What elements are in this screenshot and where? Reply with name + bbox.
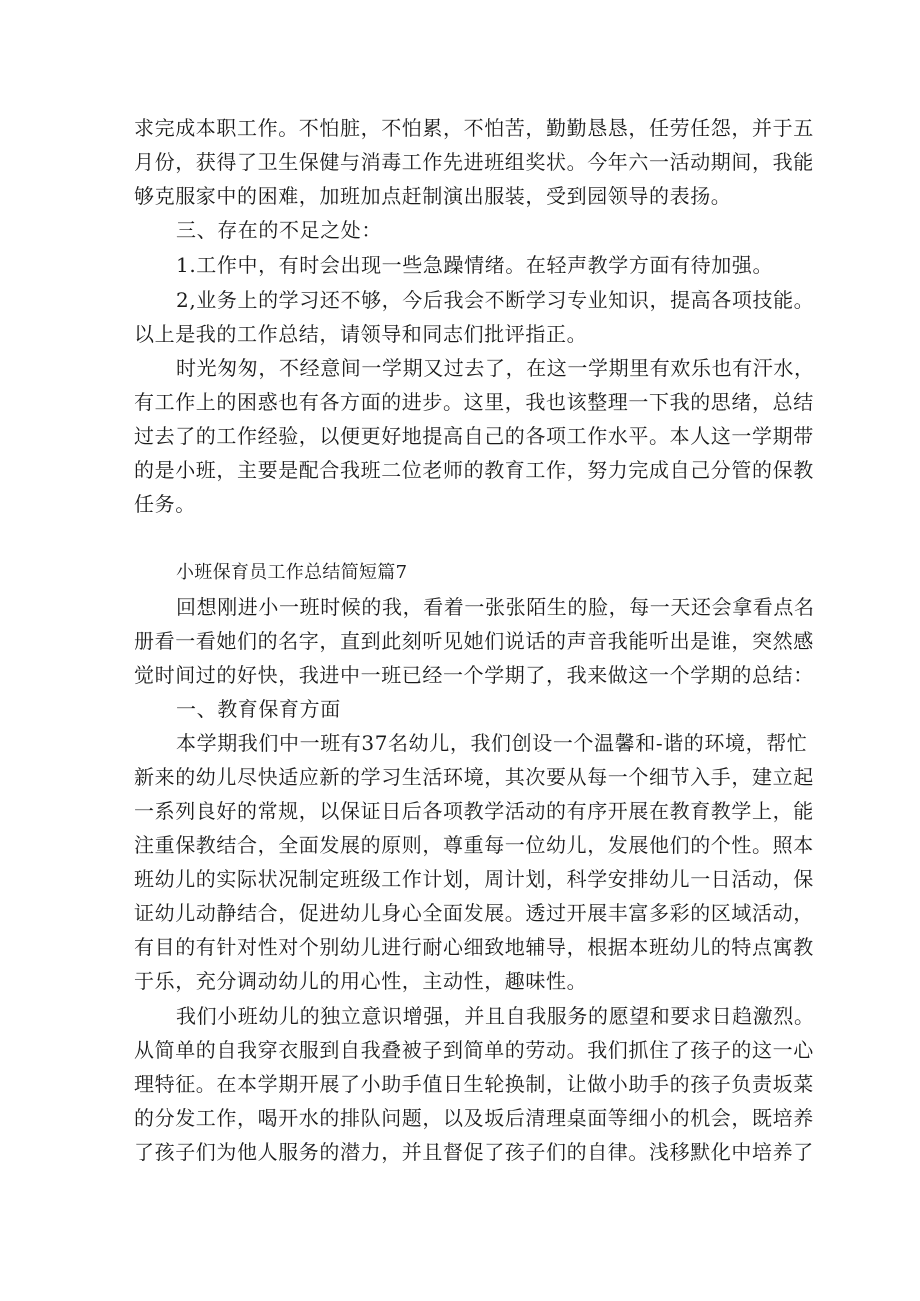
text-line: 有工作上的困惑也有各方面的进步。这里，我也该整理一下我的思绪，总结 — [134, 390, 814, 414]
text-line: 回想刚进小一班时候的我，看着一张张陌生的脸，每一天还会拿看点名 — [176, 595, 815, 619]
text-line: 注重保教结合，全面发展的原则，尊重每一位幼儿，发展他们的个性。照本 — [134, 833, 814, 857]
text-line: 的是小班，主要是配合我班二位老师的教育工作，努力完成自己分管的保教 — [134, 458, 814, 482]
text-line: 觉时间过的好快，我进中一班已经一个学期了，我来做这一个学期的总结： — [134, 663, 814, 687]
text-line: 2,业务上的学习还不够，今后我会不断学习专业知识，提高各项技能。 — [176, 288, 815, 312]
text-line: 本学期我们中一班有37名幼儿，我们创设一个温馨和-谐的环境，帮忙 — [176, 731, 808, 755]
text-line: 任务。 — [134, 492, 196, 516]
text-line: 我们小班幼儿的独立意识增强，并且自我服务的愿望和要求日趋激烈。 — [176, 1004, 815, 1028]
section-heading: 三、存在的不足之处： — [176, 218, 382, 242]
text-line: 册看一看她们的名字，直到此刻听见她们说话的声音我能听出是谁，突然感 — [134, 629, 814, 653]
article-title: 小班保育员工作总结简短篇7 — [176, 562, 408, 583]
text-line: 从简单的自我穿衣服到自我叠被子到简单的劳动。我们抓住了孩子的这一心 — [134, 1038, 814, 1062]
text-line: 有目的有针对性对个别幼儿进行耐心细致地辅导，根据本班幼儿的特点寓教 — [134, 935, 814, 959]
text-line: 过去了的工作经验，以便更好地提高自己的各项工作水平。本人这一学期带 — [134, 424, 814, 448]
text-line: 求完成本职工作。不怕脏，不怕累，不怕苦，勤勤恳恳，任劳任怨，并于五 — [134, 116, 814, 140]
text-line: 以上是我的工作总结，请领导和同志们批评指正。 — [134, 322, 588, 346]
text-line: 证幼儿动静结合，促进幼儿身心全面发展。透过开展丰富多彩的区域活动， — [134, 901, 814, 925]
text-line: 于乐，充分调动幼儿的用心性，主动性，趣味性。 — [134, 969, 588, 993]
text-line: 了孩子们为他人服务的潜力，并且督促了孩子们的自律。浅移默化中培养了 — [134, 1140, 814, 1164]
text-line: 理特征。在本学期开展了小助手值日生轮换制，让做小助手的孩子负责坂菜 — [134, 1072, 814, 1096]
text-line: 一系列良好的常规，以保证日后各项教学活动的有序开展在教育教学上，能 — [134, 799, 814, 823]
section-heading: 一、教育保育方面 — [176, 697, 341, 721]
text-line: 新来的幼儿尽快适应新的学习生活环境，其次要从每一个细节入手，建立起 — [134, 765, 814, 789]
text-line: 班幼儿的实际状况制定班级工作计划，周计划，科学安排幼儿一日活动，保 — [134, 867, 814, 891]
text-line: 时光匆匆，不经意间一学期又过去了，在这一学期里有欢乐也有汗水， — [176, 356, 815, 380]
text-line: 的分发工作，喝开水的排队问题，以及坂后清理桌面等细小的机会，既培养 — [134, 1106, 814, 1130]
text-line: 月份，获得了卫生保健与消毒工作先进班组奖状。今年六一活动期间，我能 — [134, 150, 814, 174]
text-line: 够克服家中的困难，加班加点赶制演出服装，受到园领导的表扬。 — [134, 184, 732, 208]
text-line: 1.工作中，有时会出现一些急躁情绪。在轻声教学方面有待加强。 — [176, 253, 774, 277]
